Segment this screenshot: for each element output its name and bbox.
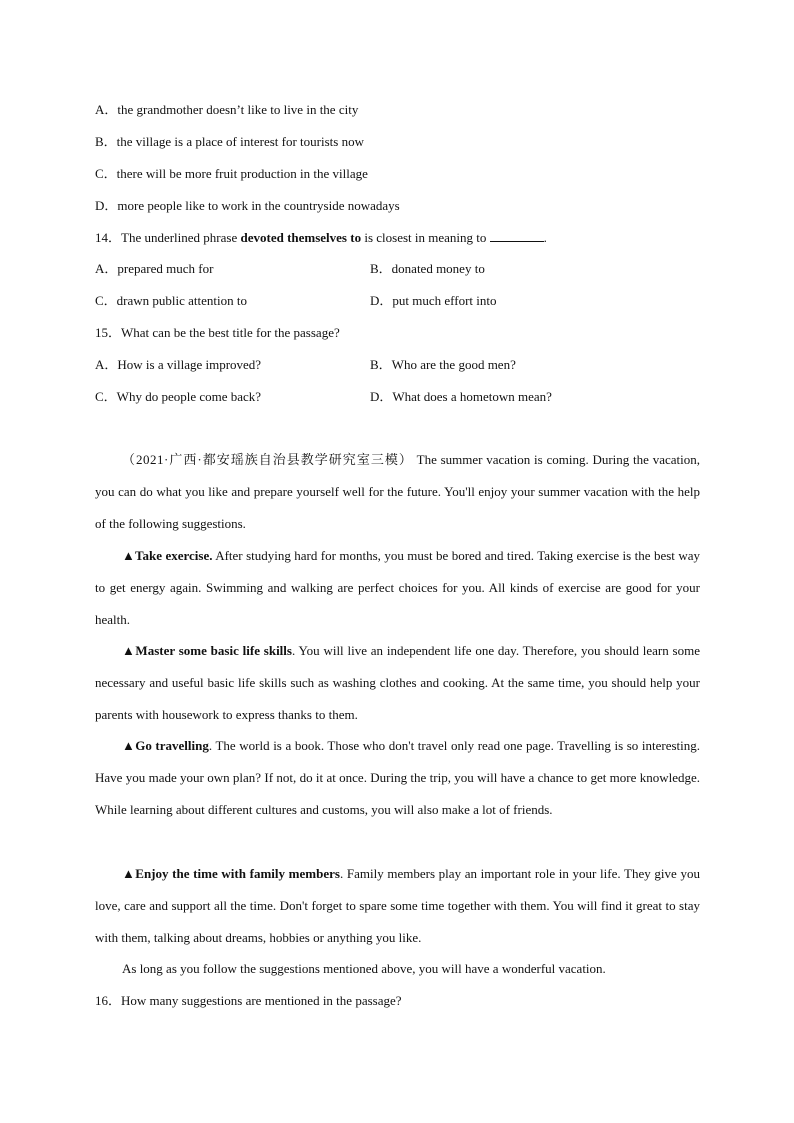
suggestion-3-heading: ▲Go travelling bbox=[122, 738, 209, 753]
q13-option-a: A．the grandmother doesn’t like to live in the city bbox=[95, 102, 359, 117]
passage-source: （2021·广西·都安瑶族自治县教学研究室三模） bbox=[122, 452, 413, 467]
passage-intro bbox=[95, 444, 700, 540]
q14-option-b: B．donated money to bbox=[370, 261, 485, 276]
q15-option-b: B．Who are the good men? bbox=[370, 357, 516, 372]
suggestion-1 bbox=[95, 540, 700, 636]
q14-stem bbox=[95, 228, 547, 248]
suggestion-4-heading: ▲Enjoy the time with family members bbox=[122, 866, 340, 881]
q13-option-b: B．the village is a place of interest for tourists now bbox=[95, 134, 364, 149]
suggestion-2-heading: ▲Master some basic life skills bbox=[122, 643, 292, 658]
passage-conclusion: As long as you follow the suggestions mentioned above, you will have a wonderful vacation. bbox=[122, 961, 606, 976]
suggestion-3-text: . The world is a book. Those who don't travel only read one page. Travelling is so interesting. Have you made your own plan? If not, do it at once. During the trip, you will have a chance to get more knowledge. While learning about different cultures and customs, you will also make a lot of friends. bbox=[95, 738, 700, 817]
q14-option-a: A．prepared much for bbox=[95, 261, 214, 276]
suggestion-3 bbox=[95, 730, 700, 826]
q15-option-a: A．How is a village improved? bbox=[95, 357, 262, 372]
q14-option-d: D．put much effort into bbox=[370, 293, 497, 308]
q15-option-c: C．Why do people come back? bbox=[95, 389, 262, 404]
q13-option-d: D．more people like to work in the countryside nowadays bbox=[95, 198, 400, 213]
suggestion-4-text: . Family members play an important role in your life. They give you love, care and support all the time. Don't forget to spare some time together with them. You will find it great to stay with them, talking about dreams, hobbies or anything you like. bbox=[95, 866, 700, 945]
q14-stem-end: . bbox=[543, 230, 547, 245]
suggestion-1-text: After studying hard for months, you must be bored and tired. Taking exercise is the best way to get energy again. Swimming and walking are perfect choices for you. All kinds of exercise are good for your health. bbox=[95, 548, 700, 627]
q14-underlined-phrase: devoted themselves to bbox=[240, 230, 362, 245]
q16-stem: 16．How many suggestions are mentioned in the passage? bbox=[95, 993, 402, 1008]
q14-stem-start: 14．The underlined phrase bbox=[95, 230, 241, 245]
q15-option-d: D．What does a hometown mean? bbox=[370, 389, 552, 404]
suggestion-1-heading: ▲Take exercise. bbox=[122, 548, 213, 563]
passage-intro-text: The summer vacation is coming. During the vacation, you can do what you like and prepare yourself well for the future. You'll enjoy your summer vacation with the help of the following suggestions. bbox=[95, 452, 700, 531]
suggestion-2-text: . You will live an independent life one day. Therefore, you should learn some necessary and useful basic life skills such as washing clothes and cooking. At the same time, you should help your parents with housework to express thanks to them. bbox=[95, 643, 700, 722]
suggestion-4 bbox=[95, 858, 700, 954]
q14-stem-middle: is closest in meaning to bbox=[361, 230, 490, 245]
suggestion-2 bbox=[95, 635, 700, 731]
q14-option-c: C．drawn public attention to bbox=[95, 293, 248, 308]
answer-blank bbox=[490, 229, 544, 242]
q13-option-c: C．there will be more fruit production in the village bbox=[95, 166, 368, 181]
q15-stem: 15．What can be the best title for the passage? bbox=[95, 325, 340, 340]
